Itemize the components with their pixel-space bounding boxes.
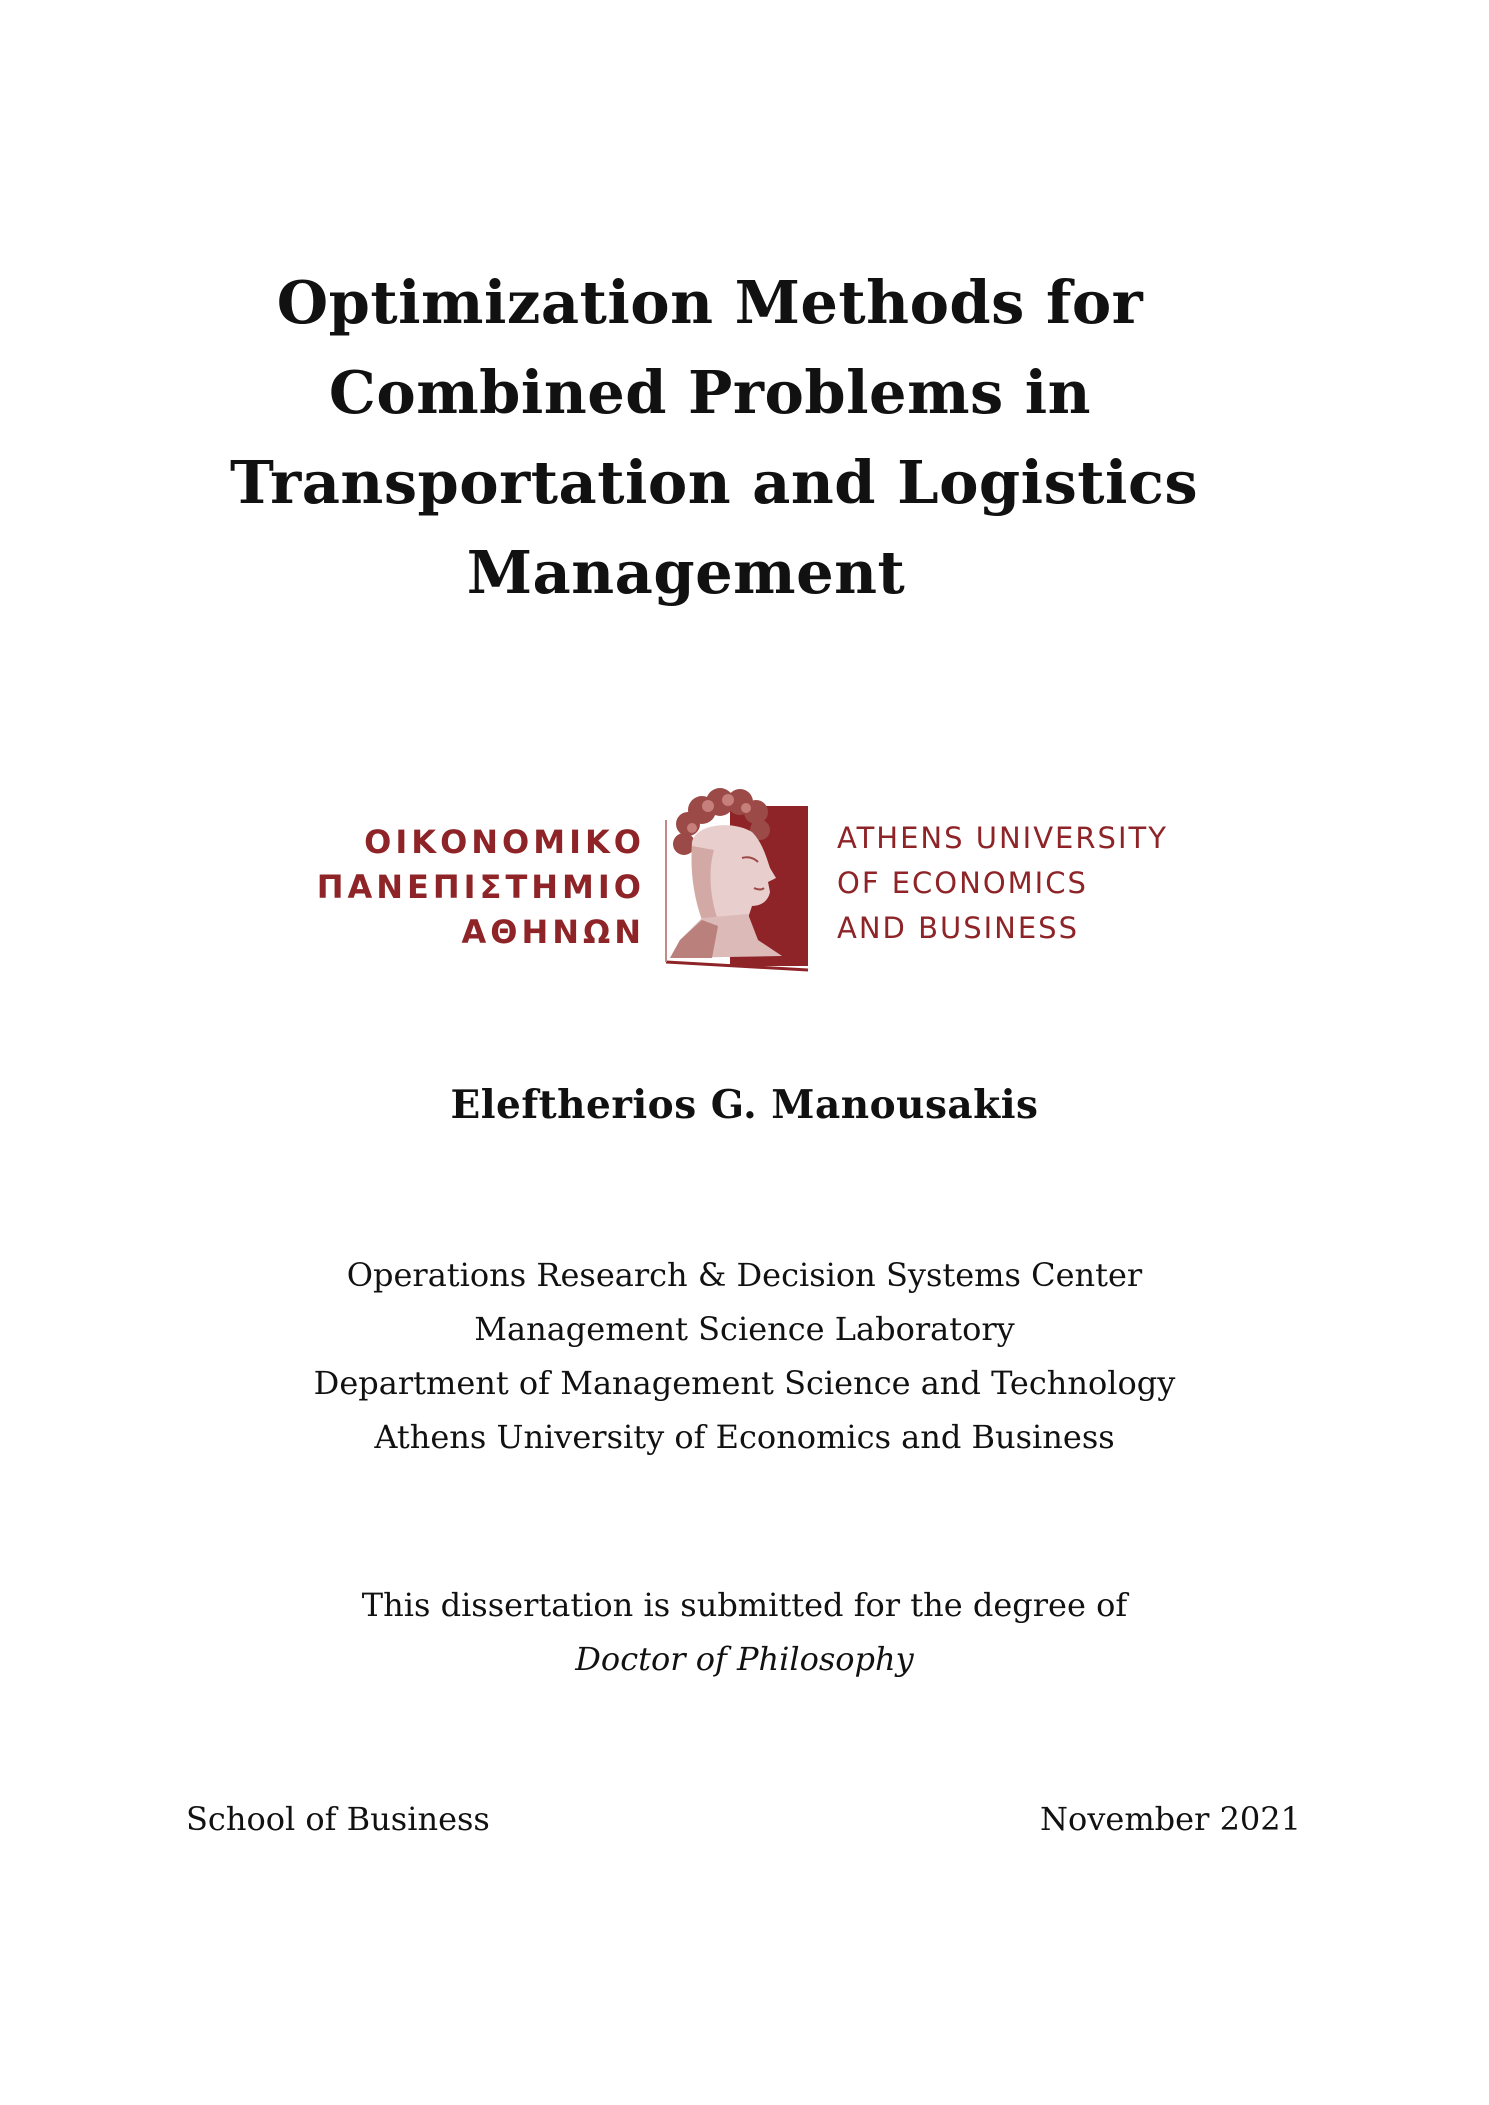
logo-greek-name: [317, 820, 645, 955]
logo-greek-line: ΑΘΗΝΩΝ: [461, 913, 645, 951]
submission-date: November 2021: [1040, 1800, 1301, 1838]
affiliations: [0, 1248, 1489, 1464]
title-line: Transportation and Logistics: [230, 448, 1199, 517]
hermes-bust-icon: [662, 780, 812, 980]
logo-english-line: AND BUSINESS: [837, 911, 1079, 945]
title-line: Combined Problems in: [328, 358, 1092, 427]
degree-statement-text: This dissertation is submitted for the degree of: [361, 1586, 1128, 1624]
school-name: School of Business: [186, 1800, 490, 1838]
logo-greek-line: ΟΙΚΟΝΟΜΙΚΟ: [364, 823, 645, 861]
title-line: Optimization Methods for: [276, 268, 1144, 337]
author-name: Eleftherios G. Manousakis: [450, 1082, 1039, 1128]
university-logo: [300, 770, 1200, 1010]
affiliation-line: Operations Research & Decision Systems Center: [346, 1256, 1143, 1294]
affiliation-line: Department of Management Science and Technology: [313, 1364, 1176, 1402]
logo-english-line: ATHENS UNIVERSITY: [837, 821, 1168, 855]
degree-statement: [0, 1578, 1489, 1686]
logo-english-name: [837, 816, 1168, 951]
logo-greek-line: ΠΑΝΕΠΙΣΤΗΜΙΟ: [316, 868, 645, 906]
degree-name: Doctor of Philosophy: [575, 1640, 914, 1678]
title-line: Management: [466, 538, 906, 607]
thesis-title: [230, 258, 1199, 618]
affiliation-line: Management Science Laboratory: [474, 1310, 1015, 1348]
affiliation-line: Athens University of Economics and Business: [374, 1418, 1115, 1456]
logo-english-line: OF ECONOMICS: [837, 866, 1088, 900]
